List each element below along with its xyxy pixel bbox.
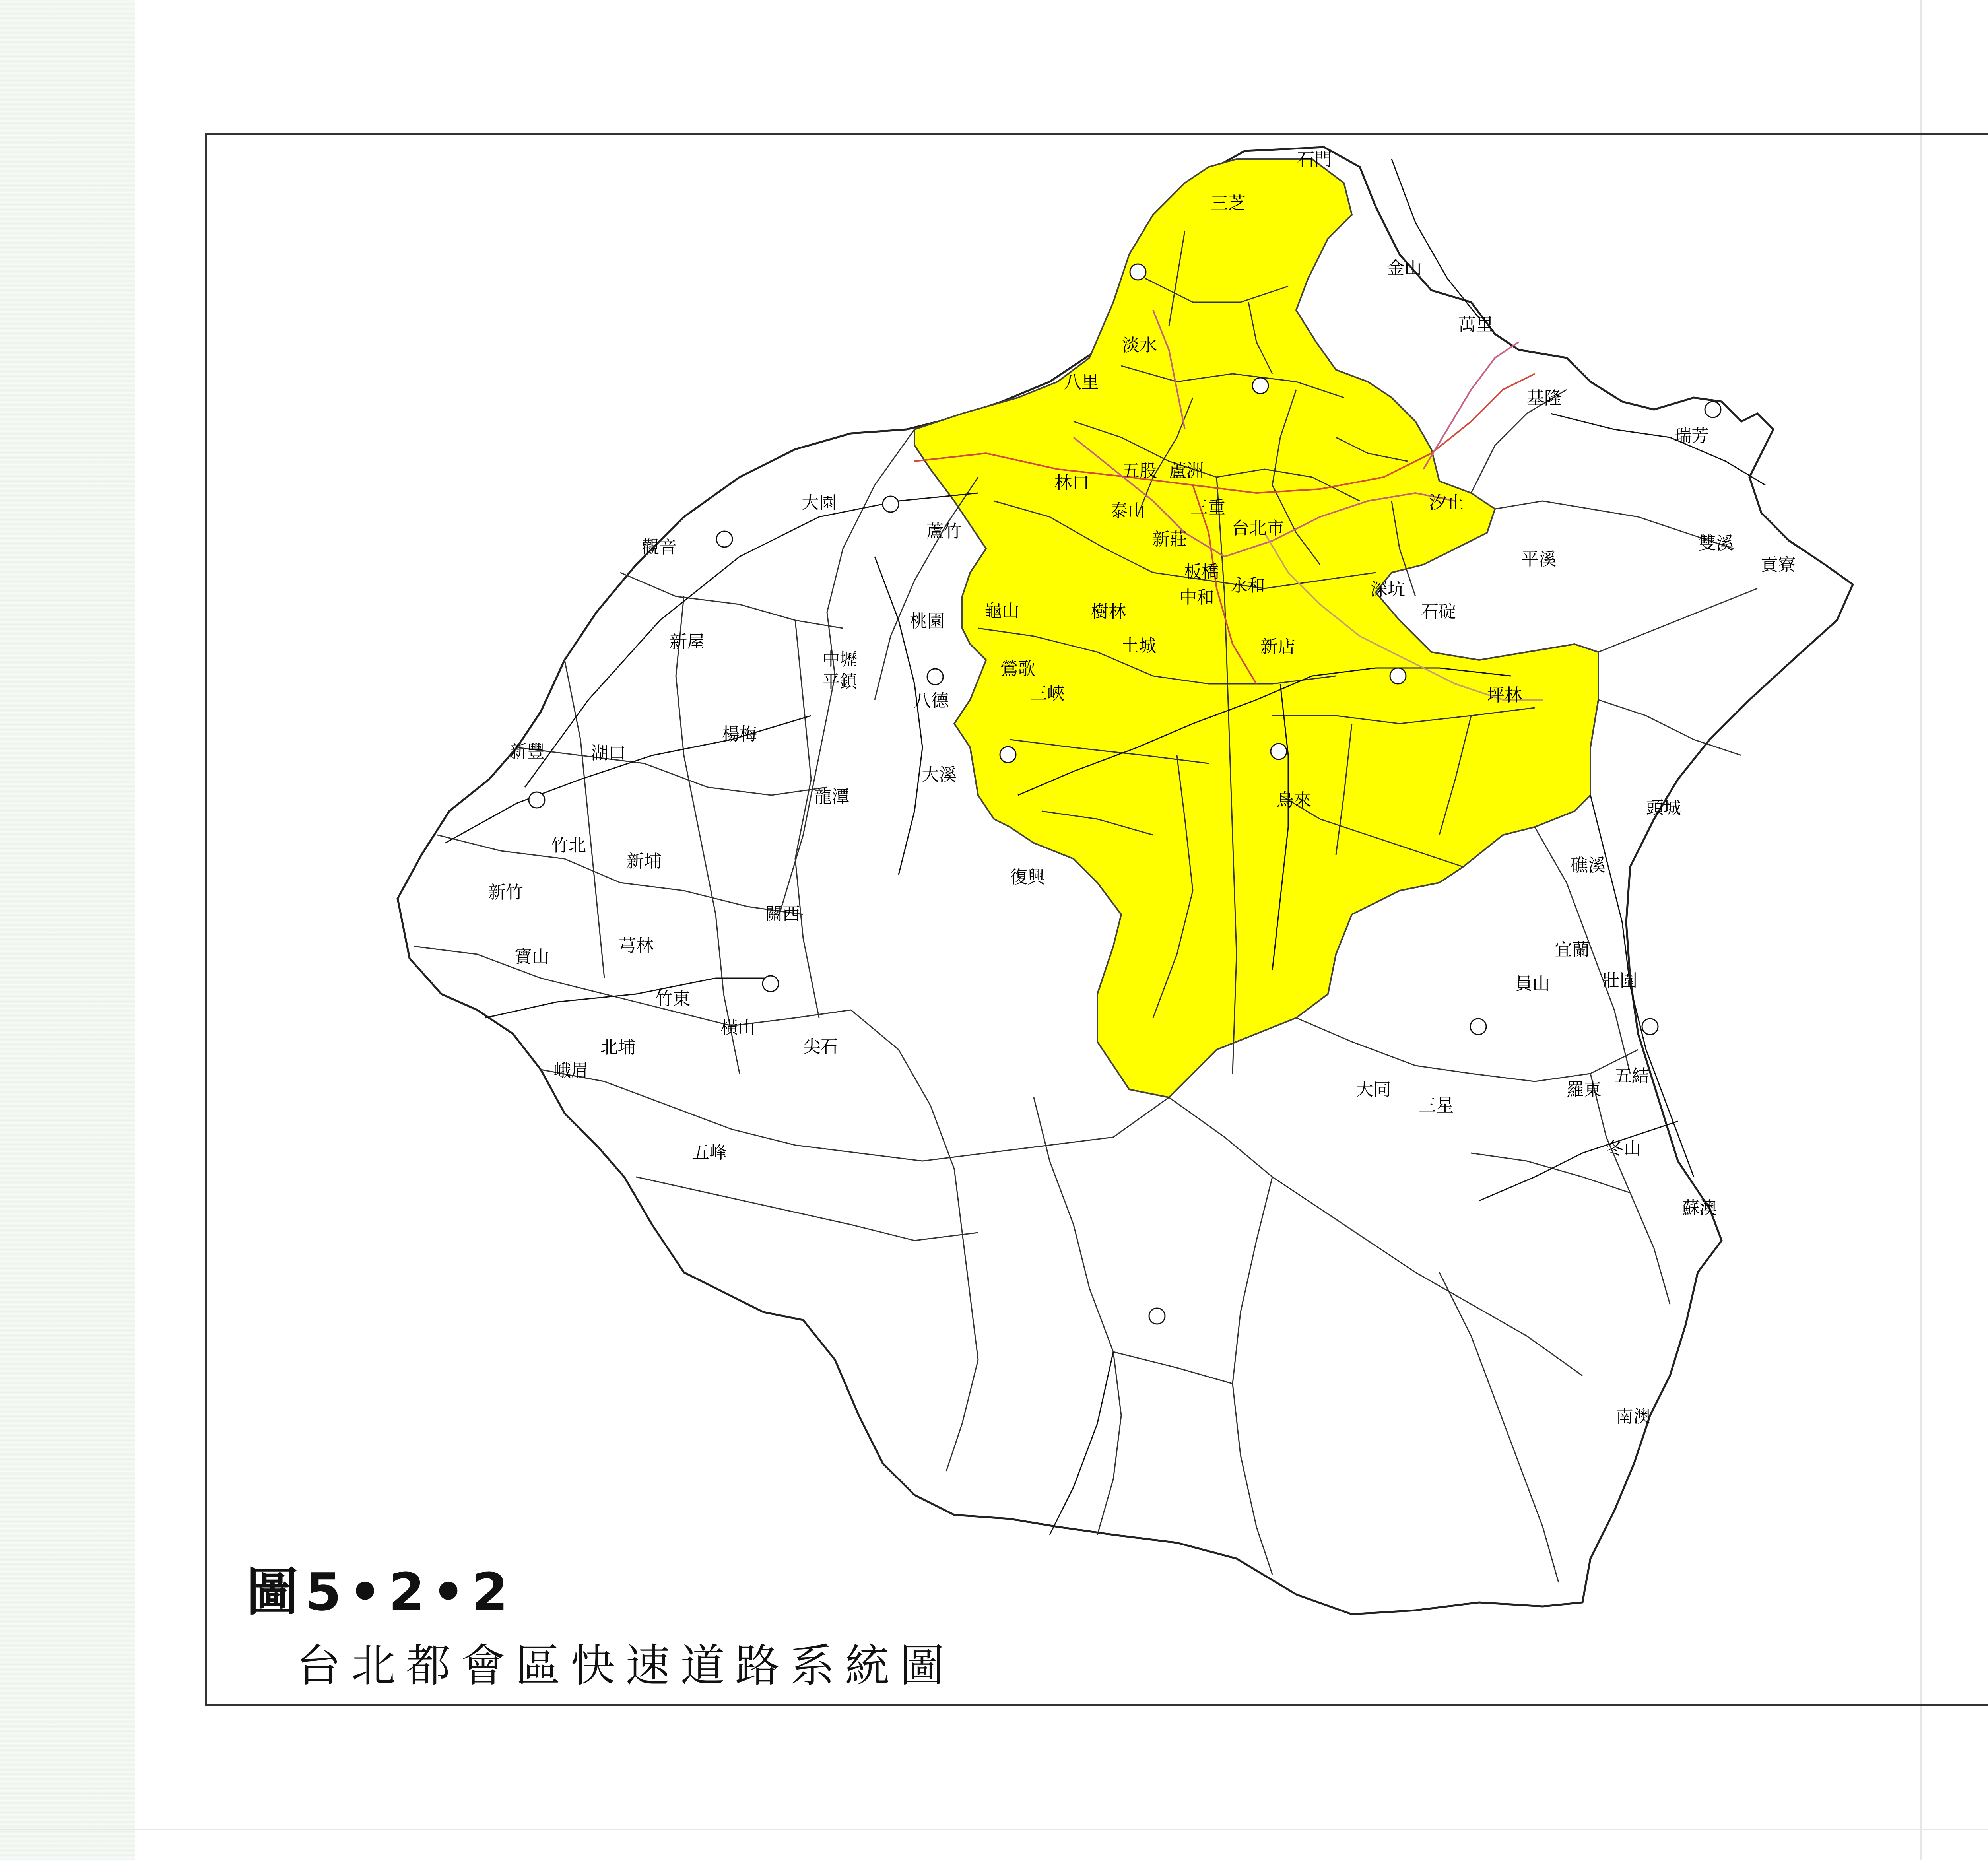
place-label: 湖口 <box>591 743 626 763</box>
place-label: 新埔 <box>627 851 662 872</box>
place-label: 竹北 <box>551 835 586 856</box>
place-label: 尖石 <box>803 1037 838 1057</box>
place-label: 基隆 <box>1527 388 1562 408</box>
place-label: 頭城 <box>1646 798 1681 818</box>
place-label: 台北市 <box>1232 518 1284 538</box>
place-label: 大溪 <box>922 765 957 785</box>
place-label: 新莊 <box>1152 529 1187 549</box>
place-label: 大園 <box>802 493 837 513</box>
place-label: 三芝 <box>1211 193 1246 214</box>
place-label: 坪林 <box>1487 685 1522 705</box>
place-label: 南澳 <box>1616 1406 1651 1427</box>
place-label: 石碇 <box>1421 602 1456 622</box>
place-label: 五結 <box>1614 1066 1649 1086</box>
place-label: 員山 <box>1515 974 1550 994</box>
place-label: 竹東 <box>655 989 690 1009</box>
place-label: 八里 <box>1064 372 1099 392</box>
place-label: 新豐 <box>510 742 545 762</box>
place-label: 宜蘭 <box>1555 940 1590 960</box>
place-label: 深坑 <box>1370 579 1405 600</box>
place-label: 冬山 <box>1606 1138 1641 1159</box>
place-label: 五峰 <box>692 1142 727 1163</box>
place-label: 中和 <box>1179 587 1214 608</box>
place-label: 平溪 <box>1521 549 1556 569</box>
place-label: 永和 <box>1230 575 1265 596</box>
place-label: 蘆竹 <box>926 521 961 542</box>
place-label: 蘆洲 <box>1169 461 1204 481</box>
place-label: 三峽 <box>1030 683 1065 704</box>
place-label: 金山 <box>1387 258 1422 278</box>
place-label: 桃園 <box>910 611 945 631</box>
place-label: 羅東 <box>1567 1079 1602 1100</box>
place-label: 土城 <box>1121 636 1156 656</box>
place-label: 平鎮 <box>822 672 857 692</box>
place-label: 五股 <box>1122 461 1157 481</box>
place-label: 林口 <box>1054 473 1089 493</box>
place-label: 觀音 <box>642 537 677 557</box>
place-label: 萬里 <box>1458 315 1493 335</box>
place-label: 雙溪 <box>1699 533 1734 553</box>
place-label: 芎林 <box>619 936 654 956</box>
place-label: 石門 <box>1297 149 1332 170</box>
place-label: 新屋 <box>670 632 705 652</box>
place-label: 北埔 <box>600 1037 635 1058</box>
place-label: 峨眉 <box>553 1060 588 1081</box>
figure-number: 圖5•2•2 <box>247 1562 515 1622</box>
figure-title: 台北都會區快速道路系統圖 <box>296 1640 955 1692</box>
place-label: 壯圍 <box>1602 971 1637 991</box>
place-label: 烏來 <box>1276 790 1311 810</box>
place-label: 新店 <box>1260 637 1295 657</box>
place-label: 大同 <box>1356 1079 1391 1100</box>
place-label: 復興 <box>1010 867 1045 887</box>
place-label: 蘇澳 <box>1682 1198 1717 1218</box>
place-label: 泰山 <box>1110 501 1145 521</box>
place-label: 八德 <box>914 691 949 711</box>
place-label: 汐止 <box>1429 493 1464 513</box>
place-label: 寶山 <box>514 947 549 967</box>
place-label: 瑞芳 <box>1674 426 1709 446</box>
place-label: 關西 <box>765 904 800 924</box>
place-label: 礁溪 <box>1571 855 1606 876</box>
place-label: 樹林 <box>1091 602 1126 622</box>
place-label: 貢寮 <box>1761 555 1796 575</box>
place-label: 橫山 <box>720 1017 755 1038</box>
place-label: 板橋 <box>1184 562 1219 582</box>
place-label: 三星 <box>1419 1095 1454 1116</box>
place-label: 龜山 <box>984 601 1019 621</box>
place-label: 三重 <box>1190 497 1225 518</box>
place-label: 中壢 <box>822 649 857 670</box>
place-label: 楊梅 <box>722 724 757 744</box>
place-label: 龍潭 <box>814 787 849 807</box>
place-label: 淡水 <box>1122 335 1157 355</box>
place-label: 新竹 <box>488 882 523 903</box>
place-label: 鶯歌 <box>1000 659 1035 679</box>
